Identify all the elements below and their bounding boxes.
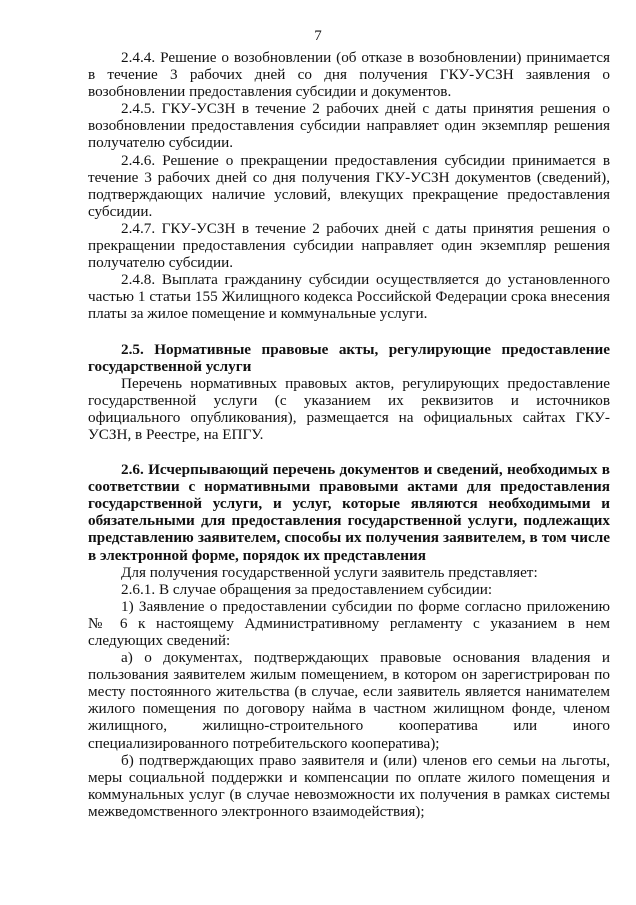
item-2-6-1: 2.6.1. В случае обращения за предоставлением субсидии: xyxy=(121,580,493,598)
item-1-application: 1) Заявление о предоставлении субсидии по форме согласно приложению № 6 к настоящему Административному регламенту с указанием в нем следующих сведений: xyxy=(88,597,610,649)
paragraph-2-4-6: 2.4.6. Решение о прекращении предоставления субсидии принимается в течение 3 рабочих дней со дня получения ГКУ-УСЗН документов (сведений), подтверждающих наличие условий, влекущих прекращение предоставления субсидии. xyxy=(88,151,610,220)
paragraph-2-4-7: 2.4.7. ГКУ-УСЗН в течение 2 рабочих дней с даты принятия решения о прекращении предоставления субсидии направляет один экземпляр решения получателю субсидии. xyxy=(88,219,610,272)
spacer xyxy=(88,443,610,461)
section-2-6-heading: 2.6. Исчерпывающий перечень документов и сведений, необходимых в соответствии с нормативными правовыми актами для предоставления государственной услуги, и услуг, которые являются необходимыми и обязательными для предоставления государственной услуги, подлежащих представлению заявителем, способы их получения заявителем, в том числе в электронной форме, порядок их представления xyxy=(88,461,610,564)
page-number: 7 xyxy=(314,28,322,44)
item-b: б) подтверждающих право заявителя и (или) членов его семьи на льготы, меры социальной поддержки и компенсации по оплате жилого помещения и коммунальных услуг (в случае невозможности их получения в рамках системы межведомственного электронного взаимодействия); xyxy=(88,751,610,820)
paragraph-2-4-5: 2.4.5. ГКУ-УСЗН в течение 2 рабочих дней с даты принятия решения о возобновлении предоставления субсидии направляет один экземпляр решения получателю субсидии. xyxy=(88,100,610,152)
spacer xyxy=(88,323,610,341)
section-2-5-text: Перечень нормативных правовых актов, регулирующих предоставление государственной услуги (с указанием их реквизитов и источников официального опубликования), размещается на официальных сайтах ГКУ-УСЗН, в Реестре, на ЕПГУ. xyxy=(88,374,610,443)
paragraph-2-4-4: 2.4.4. Решение о возобновлении (об отказе в возобновлении) принимается в течение 3 рабочих дней со дня получения ГКУ-УСЗН заявления о возобновлении предоставления субсидии и документов. xyxy=(88,49,610,101)
paragraph-2-4-8: 2.4.8. Выплата гражданину субсидии осуществляется до установленного частью 1 статьи 155 Жилищного кодекса Российской Федерации срока внесения платы за жилое помещение и коммунальные услуги. xyxy=(88,271,610,323)
document-body xyxy=(88,49,610,820)
item-a: а) о документах, подтверждающих правовые основания владения и пользования заявителем жилым помещением, в котором он зарегистрирован по месту постоянного жительства (в случае, если заявитель является нанимателем жилого помещения по договору найма в частном жилищном фонде, членом жилищного, жилищно-строительного кооператива или иного специализированного потребительского кооператива); xyxy=(88,649,610,752)
section-2-6-intro: Для получения государственной услуги заявитель представляет: xyxy=(121,563,538,581)
section-2-5-heading: 2.5. Нормативные правовые акты, регулирующие предоставление государственной услуги xyxy=(88,340,610,375)
